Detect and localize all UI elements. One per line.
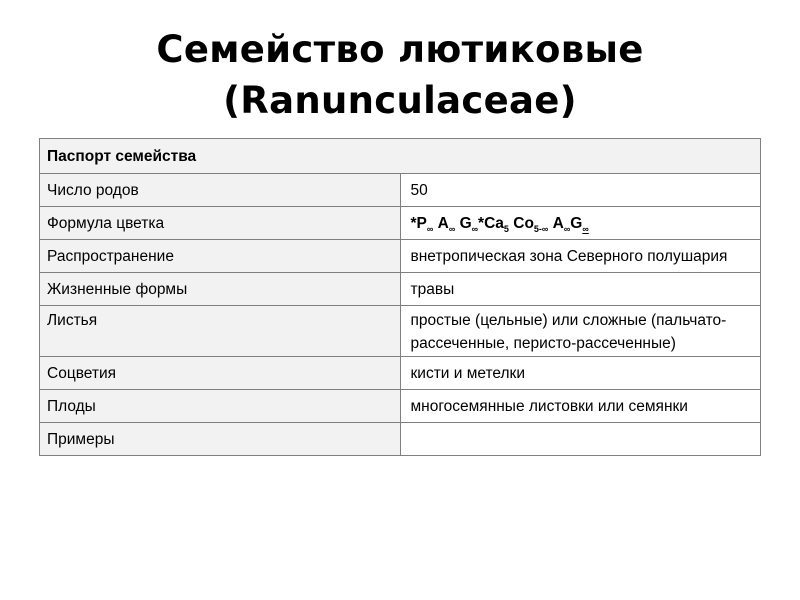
- table-row: [40, 207, 761, 240]
- row-value-genera: 50: [400, 174, 761, 207]
- row-label-examples: Примеры: [40, 423, 401, 456]
- table-header-row: [40, 139, 761, 174]
- table-row: [40, 174, 761, 207]
- row-label-genera: Число родов: [40, 174, 401, 207]
- table-header: Паспорт семейства: [40, 139, 761, 174]
- table-row: [40, 357, 761, 390]
- row-value-fruits: многосемянные листовки или семянки: [400, 390, 761, 423]
- row-value-leaves: простые (цельные) или сложные (пальчато-рассеченные, перисто-рассеченные): [400, 306, 761, 357]
- flower-formula-1: $*P_\infty$ $A_\infty$ $G_\infty$: [410, 214, 479, 234]
- slide-title-line2: (Ranunculaceae): [223, 79, 577, 122]
- row-label-formula: Формула цветка: [40, 207, 401, 240]
- row-value-distribution: внетропическая зона Северного полушария: [400, 240, 761, 273]
- row-value-inflorescences: кисти и метелки: [400, 357, 761, 390]
- table-row: [40, 240, 761, 273]
- row-value-examples: [400, 423, 761, 456]
- table-row: [40, 423, 761, 456]
- family-passport-table: [39, 138, 761, 456]
- row-value-formula: [400, 207, 761, 240]
- slide-title-line1: Семейство лютиковые: [156, 28, 644, 71]
- row-value-life-forms: травы: [400, 273, 761, 306]
- row-label-fruits: Плоды: [40, 390, 401, 423]
- row-label-life-forms: Жизненные формы: [40, 273, 401, 306]
- row-label-distribution: Распространение: [40, 240, 401, 273]
- row-label-leaves: Листья: [40, 306, 401, 357]
- table-row: [40, 306, 761, 357]
- row-label-inflorescences: Соцветия: [40, 357, 401, 390]
- table-row: [40, 390, 761, 423]
- slide-title: [0, 24, 800, 126]
- flower-formula-2: $*Ca_5$ $Co_{5-\infty}$ $A_\infty G_\infty$: [478, 214, 589, 234]
- table-row: [40, 273, 761, 306]
